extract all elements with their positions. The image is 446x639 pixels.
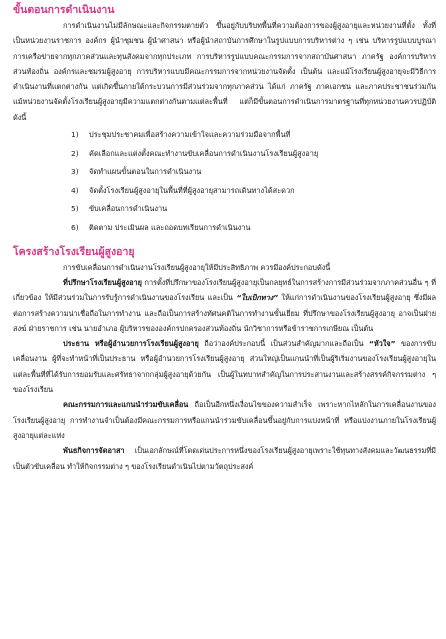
committee-paragraph xyxy=(13,397,436,443)
advisor-text-a: การตั้งที่ปรึกษาของโรงเรียนผู้สูงอายุเป็นกลยุทธ์ในการสร้างการมีส่วนร่วมจากภาคส่วนอื่น ๆ ที่เกี่ยวข้อง ให้มีส่วนร่วมในการรับรู้การดำเนินงานของโรงเรียน และเป็น xyxy=(13,277,436,303)
list-text: ขับเคลื่อนการดำเนินงาน xyxy=(89,204,168,214)
list-number: 6) xyxy=(71,223,79,233)
list-text: จัดทำแผนขั้นตอนในการดำเนินงาน xyxy=(89,167,202,177)
committee-text: ถือเป็นอีกหนึ่งเงื่อนไขของความสำเร็จ เพราะหากไหลักในการเคลื่อนงานของโรงเรียนผู้สูงอายุ การทำงานจำเป็นต้องมีคณะกรรมการหรือแกนนำร่วมขับเคลื่อนขึ้นอยู่กับการแบ่งหน้าที่ หรือแบ่งงานภายในโรงเรียนผู้สูงอายุแต่ละแห่ง xyxy=(13,400,436,440)
list-item xyxy=(71,126,436,145)
advisor-text-b: ให้แก่การดำเนินงานของโรงเรียนผู้สูงอายุ ซึ่งมีผลต่อการสร้างความน่าเชื่อถือในการทำงาน และถือเป็นการสร้างทัศนคติในการทำงานขั้นเยี่ยม ที่ปรึกษาของโรงเรียนผู้สูงอายุ อาจเป็นฝ่ายสงฆ์ ฝ่ายราชการ เช่น นายอำเภอ ผู้บริหารขององค์กรปกครองส่วนท้องถิ่น นักวิชาการหรือข้าราชการเกษียณ เป็นต้น xyxy=(13,293,436,333)
list-number: 5) xyxy=(71,204,79,214)
director-text-b: ของการขับเคลื่อนงาน ผู้ที่จะทำหน้าที่เป็นประธาน หรือผู้อำนวยการโรงเรียนผู้สูงอายุ ส่วนใหญ่เป็นแกนนำที่เป็นผู้ริเริ่มงานของโรงเรียนผู้สูงอายุในแต่ละพื้นที่ที่ได้รับการยอมรับและศรัทธาจากกลุ่มผู้สูงอายุด้วยกัน เป็นผู้ในทบาทสำคัญในการประสานงานและสร้างสรรค์กิจกรรมต่าง ๆ ของโรงเรียน xyxy=(13,339,436,395)
volunteer-term: พันธกิจการจัดอาสา xyxy=(63,446,125,456)
committee-term: คณะกรรมการและแกนนำร่วมขับเคลื่อน xyxy=(63,400,189,410)
list-item xyxy=(71,219,436,238)
advisor-term: ที่ปรึกษาโรงเรียนผู้สูงอายุ xyxy=(63,277,142,287)
section-heading-structure: โครงสร้างโรงเรียนผู้สูงอายุ xyxy=(13,245,135,258)
director-paragraph xyxy=(13,336,436,397)
list-text: ประชุมประชาคมเพื่อสร้างความเข้าใจและความร่วมมือจากพื้นที่ xyxy=(89,130,291,140)
list-number: 1) xyxy=(71,130,79,140)
advisor-quote: “ใบเบิกทาง” xyxy=(236,293,278,303)
advisor-paragraph xyxy=(13,275,436,336)
list-text: คัดเลือกและแต่งตั้งคณะทำงานขับเคลื่อนการดำเนินงานโรงเรียนผู้สูงอายุ xyxy=(89,148,319,158)
steps-list xyxy=(13,126,436,238)
list-item xyxy=(71,182,436,201)
list-number: 3) xyxy=(71,167,79,177)
volunteer-paragraph xyxy=(13,443,436,474)
list-number: 4) xyxy=(71,185,79,195)
list-item xyxy=(71,163,436,182)
structure-intro-paragraph: การขับเคลื่อนการดำเนินงานโรงเรียนผู้สูงอายุให้มีประสิทธิภาพ ควรมีองค์ประกอบดังนี้ xyxy=(63,262,331,272)
list-text: ติดตาม ประเมินผล และถอดบทเรียนการดำเนินงาน xyxy=(89,223,251,233)
list-item xyxy=(71,145,436,164)
volunteer-text: เป็นเอกลักษณ์ที่โดดเด่นประการหนึ่งของโรงเรียนผู้สูงอายุเพราะใช้ทุนทางสังคมและวัฒนธรรมที่มีเป็นตัวขับเคลื่อน ทำให้กิจกรรมต่าง ๆ ของโรงเรียนดำเนินไปตามวัตถุประสงค์ xyxy=(13,446,436,471)
section-heading-steps: ขั้นตอนการดำเนินงาน xyxy=(13,4,115,16)
director-quote: “หัวใจ” xyxy=(369,339,396,349)
list-item xyxy=(71,200,436,219)
list-number: 2) xyxy=(71,148,79,158)
list-text: จัดตั้งโรงเรียนผู้สูงอายุในพื้นที่ที่ผู้สูงอายุสามารถเดินทางได้สะดวก xyxy=(89,185,295,195)
steps-intro-paragraph: การดำเนินงานไม่มีลักษณะและกิจกรรมตายตัว ขึ้นอยู่กับบริบทพื้นที่ความต้องการของผู้สูงอายุและหน่วยงานที่ตั้ง ทั้งที่เป็นหน่วยงานราชการ องค์กร ผู้นำชุมชน ผู้นำศาสนา หรือผู้นำสถาบันการศึกษาในรูปแบบการบริหารต่าง ๆ เช่น บริหารรูปแบบบูรณาการเครือข่ายจากทุกภาคส่วนและทุนสังคมจากทุกประเภท การบริหารรูปแบบคณะกรรมการจากสถาบันศาสนา ภาครัฐ องค์การบริหารส่วนท้องถิ่น องค์กรและชมรมผู้สูงอายุ การบริหารแบบมีคณะกรรมการจากหน่วยงานจัดตั้ง เป็นต้น และแม้โรงเรียนผู้สูงอายุจะมีวิธีการดำเนินงานที่แตกต่างกัน แต่เกิดขึ้นภายใต้กระบวนการมีส่วนร่วมจากทุกภาคส่วน ได้แก่ ภาครัฐ ภาคเอกชน และภาคประชาชนร่วมกัน แม้หน่วยงานจัดตั้งโรงเรียนผู้สูงอายุมีความแตกต่างกันตามแต่ละพื้นที่ แต่ก็มีขั้นตอนการดำเนินการมาตรฐานที่ทุกหน่วยงานควรปฏิบัติดังนี้ xyxy=(13,21,436,122)
director-term: ประธาน หรือผู้อำนวยการโรงเรียนผู้สูงอายุ xyxy=(63,339,199,349)
director-text-a: ถือว่าองค์ประกอบนี้ เป็นส่วนสำคัญมากและถือเป็น xyxy=(198,339,370,349)
